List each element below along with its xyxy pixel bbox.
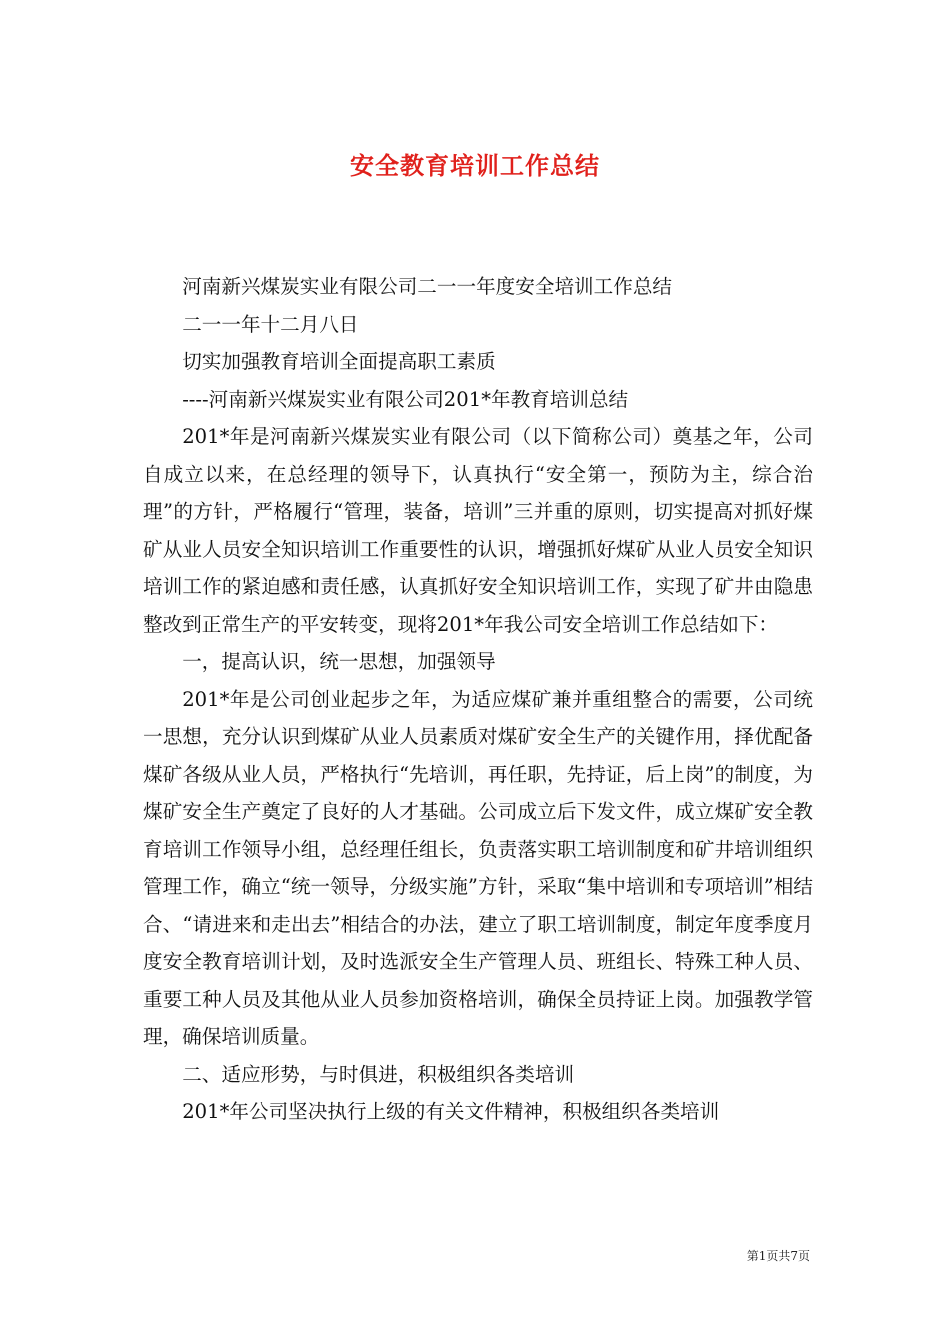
paragraph-heading-company: 河南新兴煤炭实业有限公司二一一年度安全培训工作总结	[182, 275, 673, 298]
document-title: 安全教育培训工作总结	[350, 151, 600, 181]
paragraph-subtitle-line: ----河南新兴煤炭实业有限公司201*年教育培训总结	[182, 387, 629, 411]
paragraph-subtitle: 切实加强教育培训全面提高职工素质	[182, 350, 496, 373]
page-number: 第1页共7页	[746, 1249, 810, 1263]
paragraph-section-1: 201*年是公司创业起步之年，为适应煤矿兼并重组整合的需要，公司统一思想，充分认识到煤矿从业人员素质对煤矿安全生产的关键作用，择优配备煤矿各级从业人员，严格执行“先培训，再任职，先持证，后上岗”的制度，为煤矿安全生产奠定了良好的人才基础。公司成立后下发文件，成立煤矿安全教育培训工作领导小组，总经理任组长，负责落实职工培训制度和矿井培训组织管理工作，确立“统一领导，分级实施”方针，采取“集中培训和专项培训”相结合、“请进来和走出去”相结合的办法，建立了职工培训制度，制定年度季度月度安全教育培训计划，及时选派安全生产管理人员、班组长、特殊工种人员、重要工种人员及其他从业人员参加资格培训，确保全员持证上岗。加强教学管理，确保培训质量。	[143, 687, 813, 1048]
section-heading-1: 一，提高认识，统一思想，加强领导	[182, 650, 496, 673]
section-heading-2: 二、适应形势，与时俱进，积极组织各类培训	[182, 1062, 575, 1086]
paragraph-date: 二一一年十二月八日	[182, 312, 359, 336]
paragraph-intro: 201*年是河南新兴煤炭实业有限公司（以下简称公司）奠基之年，公司自成立以来，在总经理的领导下，认真执行“安全第一，预防为主，综合治理”的方针，严格履行“管理，装备，培训”三并重的原则，切实提高对抓好煤矿从业人员安全知识培训工作重要性的认识，增强抓好煤矿从业人员安全知识培训工作的紧迫感和责任感，认真抓好安全知识培训工作，实现了矿井由隐患整改到正常生产的平安转变，现将201*年我公司安全培训工作总结如下：	[143, 425, 813, 636]
paragraph-section-2: 201*年公司坚决执行上级的有关文件精神，积极组织各类培训	[182, 1100, 720, 1123]
document-body	[143, 268, 813, 1131]
